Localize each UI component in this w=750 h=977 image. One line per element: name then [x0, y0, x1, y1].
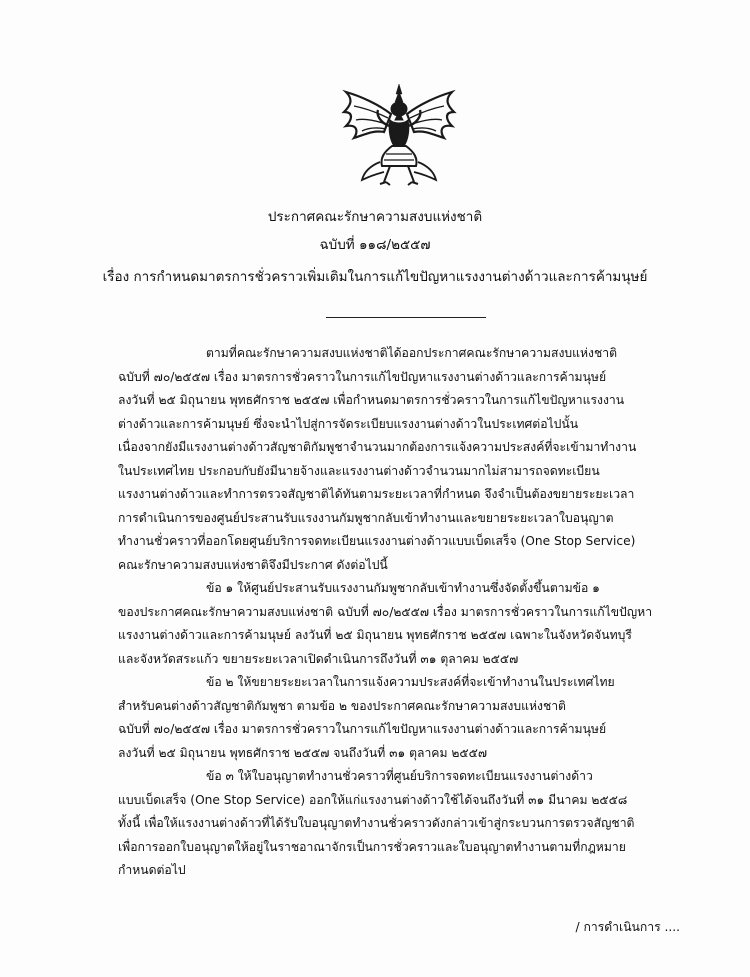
paragraph-1-line-1: ตามที่คณะรักษาความสงบแห่งชาติได้ออกประกาศคณะรักษาความสงบแห่งชาติ — [206, 346, 618, 360]
clause-2-line-1: ข้อ ๒ ให้ขยายระยะเวลาในการแจ้งความประสงค์ที่จะเข้าทำงานในประเทศไทย — [206, 675, 615, 689]
clause-3-line-3: ทั้งนี้ เพื่อให้แรงงานต่างด้าวที่ได้รับใบอนุญาตทำงานชั่วคราวดังกล่าวเข้าสู่กระบวนการตรวจสัญชาติ — [118, 816, 635, 830]
clause-1-line-4: และจังหวัดสระแก้ว ขยายระยะเวลาเปิดดำเนินการถึงวันที่ ๓๑ ตุลาคม ๒๕๕๗ — [118, 651, 519, 666]
clause-3-line-1: ข้อ ๓ ให้ใบอนุญาตทำงานชั่วคราวที่ศูนย์บริการจดทะเบียนแรงงานต่างด้าว — [206, 769, 593, 783]
paragraph-1-line-9: ทำงานชั่วคราวที่ออกโดยศูนย์บริการจดทะเบียนแรงงานต่างด้าวแบบเบ็ดเสร็จ (One Stop Service) — [118, 534, 636, 548]
paragraph-1-line-4: ต่างด้าวและการค้ามนุษย์ ซึ่งจะนำไปสู่การจัดระเบียบแรงงานต่างด้าวในประเทศต่อไปนั้น — [118, 416, 579, 431]
paragraph-1-line-5: เนื่องจากยังมีแรงงานต่างด้าวสัญชาติกัมพูชาจำนวนมากต้องการแจ้งความประสงค์ที่จะเข้ามาทำงาน — [118, 440, 637, 454]
garuda-emblem-icon — [340, 82, 458, 186]
clause-1-line-1: ข้อ ๑ ให้ศูนย์ประสานรับแรงงานกัมพูชากลับเข้าทำงานซึ่งจัดตั้งขึ้นตามข้อ ๑ — [206, 581, 600, 595]
clause-1-line-3: แรงงานต่างด้าวและการค้ามนุษย์ ลงวันที่ ๒๕ มิถุนายน พุทธศักราช ๒๕๕๗ เฉพาะในจังหวัดจันทบุรี — [118, 628, 632, 642]
paragraph-1-line-8: การดำเนินการของศูนย์ประสานรับแรงงานกัมพูชากลับเข้าทำงานและขยายระยะเวลาใบอนุญาต — [118, 510, 614, 525]
clause-1-line-2: ของประกาศคณะรักษาความสงบแห่งชาติ ฉบับที่ ๗๐/๒๕๕๗ เรื่อง มาตรการชั่วคราวในการแก้ไขปัญหา — [118, 604, 653, 619]
clause-3-line-2: แบบเบ็ดเสร็จ (One Stop Service) ออกให้แก่แรงงานต่างด้าวใช้ได้จนถึงวันที่ ๓๑ มีนาคม ๒๕๕๘ — [118, 792, 628, 807]
paragraph-1-line-10: คณะรักษาความสงบแห่งชาติจึงมีประกาศ ดังต่อไปนี้ — [118, 557, 388, 572]
clause-3-line-5: กำหนดต่อไป — [118, 863, 186, 877]
paragraph-1-line-6: ในประเทศไทย ประกอบกับยังมีนายจ้างและแรงงานต่างด้าวจำนวนมากไม่สามารถจดทะเบียน — [118, 463, 600, 478]
document-subject: เรื่อง การกำหนดมาตรการชั่วคราวเพิ่มเติมในการแก้ไขปัญหาแรงงานต่างด้าวและการค้ามนุษย์ — [102, 269, 648, 285]
clause-2-line-3: ฉบับที่ ๗๐/๒๕๕๗ เรื่อง มาตรการชั่วคราวในการแก้ไขปัญหาแรงงานต่างด้าวและการค้ามนุษย์ — [118, 722, 607, 736]
document-body — [118, 342, 698, 883]
document-number: ฉบับที่ ๑๑๘/๒๕๕๗ — [319, 237, 431, 253]
clause-3-line-4: เพื่อการออกใบอนุญาตให้อยู่ในราชอาณาจักรเป็นการชั่วคราวและใบอนุญาตทำงานตามที่กฎหมาย — [118, 839, 626, 854]
clause-2-line-2: สำหรับคนต่างด้าวสัญชาติกัมพูชา ตามข้อ ๒ ของประกาศคณะรักษาความสงบแห่งชาติ — [118, 698, 566, 713]
header-divider — [326, 317, 486, 318]
paragraph-1-line-7: แรงงานต่างด้าวและทำการตรวจสัญชาติได้ทันตามระยะเวลาที่กำหนด จึงจำเป็นต้องขยายระยะเวลา — [118, 487, 635, 501]
clause-2-line-4: ลงวันที่ ๒๕ มิถุนายน พุทธศักราช ๒๕๕๗ จนถึงวันที่ ๓๑ ตุลาคม ๒๕๕๗ — [118, 745, 488, 760]
paragraph-1-line-2: ฉบับที่ ๗๐/๒๕๕๗ เรื่อง มาตรการชั่วคราวในการแก้ไขปัญหาแรงงานต่างด้าวและการค้ามนุษย์ — [118, 369, 607, 384]
page-continuation-note: / การดำเนินการ .... — [575, 920, 680, 934]
document-issuer-title: ประกาศคณะรักษาความสงบแห่งชาติ — [267, 209, 483, 225]
paragraph-1-line-3: ลงวันที่ ๒๕ มิถุนายน พุทธศักราช ๒๕๕๗ เพื่อกำหนดมาตรการชั่วคราวในการแก้ไขปัญหาแรงงาน — [118, 393, 625, 407]
